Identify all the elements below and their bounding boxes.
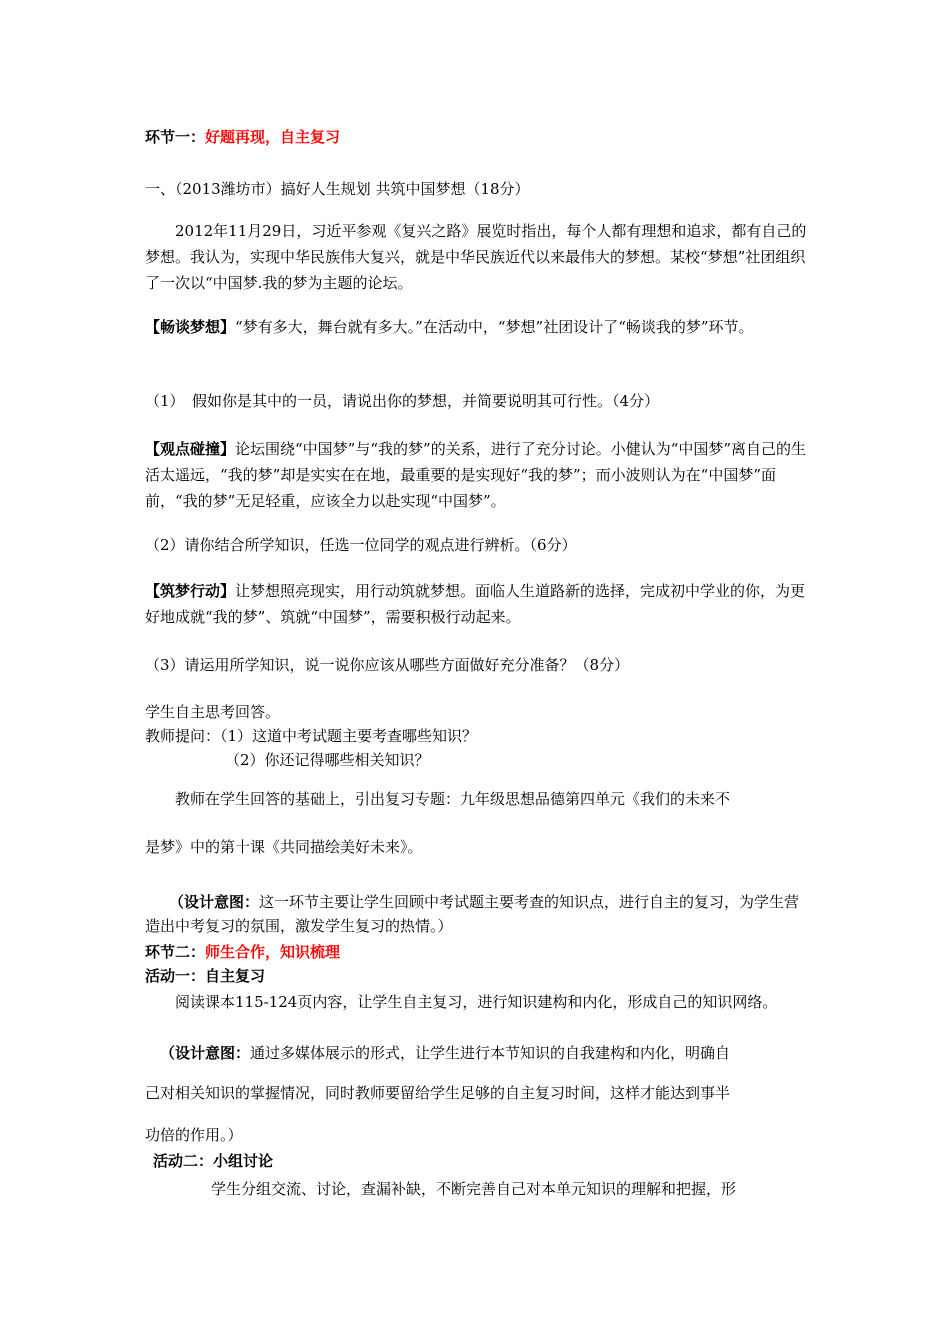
design1-open: （ <box>169 893 185 911</box>
section1-heading <box>145 124 810 150</box>
design2-tag: 设计意图： <box>175 1044 251 1062</box>
view-paragraph <box>145 436 810 514</box>
action-paragraph <box>145 578 810 630</box>
action-text: 让梦想照亮现实，用行动筑就梦想。面临人生道路新的选择，完成初中学业的你，为更好地成就“我的梦”、筑就“中国梦”，需要积极行动起来。 <box>145 582 806 626</box>
design1-text: 这一环节主要让学生回顾中考试题主要考查的知识点，进行自主的复习，为学生营造出中考复习的氛围，激发学生复习的热情。） <box>145 893 800 935</box>
intro-paragraph: 2012年11月29日，习近平参观《复兴之路》展览时指出，每个人都有理想和追求，都有自己的梦想。我认为，实现中华民族伟大复兴，就是中华民族近代以来最伟大的梦想。某校“梦想”社团组织了一次以“中国梦.我的梦为主题的论坛。 <box>145 222 807 292</box>
design1-tag: 设计意图： <box>184 893 260 911</box>
question-title: 一、（2013潍坊市）搞好人生规划 共筑中国梦想（18分） <box>145 180 530 198</box>
section2-title: 师生合作，知识梳理 <box>205 943 341 961</box>
action-tag: 【筑梦行动】 <box>145 582 236 600</box>
question-2: （2）请你结合所学知识，任选一位同学的观点进行辨析。（6分） <box>145 536 577 554</box>
activity1-heading: 活动一：自主复习 <box>145 967 266 985</box>
section1-title: 好题再现，自主复习 <box>205 128 341 146</box>
view-tag: 【观点碰撞】 <box>145 440 236 458</box>
teacher-intro-line2: 是梦》中的第十课《共同描绘美好未来》。 <box>145 838 423 856</box>
section1-label: 环节一： <box>145 128 206 146</box>
view-text: 论坛围绕“中国梦”与“我的梦”的关系，进行了充分讨论。小健认为“中国梦”离自己的生活太遥远，“我的梦”却是实实在在地，最重要的是实现好“我的梦”；而小波则认为在“中国梦”面前，“我的梦”无足轻重，应该全力以赴实现“中国梦”。 <box>145 440 807 510</box>
design2-open: （ <box>160 1044 176 1062</box>
activity2-heading: 活动二：小组讨论 <box>153 1152 274 1170</box>
talk-paragraph <box>145 314 810 340</box>
section2-label: 环节二： <box>145 943 206 961</box>
design-intent-2-line1 <box>145 1040 810 1066</box>
design-intent-2-line3: 功倍的作用。） <box>145 1126 243 1144</box>
section2-heading <box>145 940 810 964</box>
teacher-intro-line1: 教师在学生回答的基础上，引出复习专题：九年级思想品德第四单元《我们的未来不 <box>175 790 731 808</box>
teacher-question-1: 教师提问：（1）这道中考试题主要考查哪些知识？ <box>145 727 478 745</box>
talk-tag: 【畅谈梦想】 <box>145 318 236 336</box>
design2-line1: 通过多媒体展示的形式，让学生进行本节知识的自我建构和内化，明确自 <box>250 1044 731 1062</box>
teacher-question-2: （2）你还记得哪些相关知识？ <box>225 751 430 769</box>
design-intent-2-line2: 己对相关知识的掌握情况，同时教师要留给学生足够的自主复习时间，这样才能达到事半 <box>145 1084 731 1102</box>
question-3: （3）请运用所学知识，说一说你应该从哪些方面做好充分准备？（8分） <box>145 656 630 674</box>
design-intent-1 <box>145 890 810 938</box>
activity1-text: 阅读课本115-124页内容，让学生自主复习，进行知识建构和内化，形成自己的知识网络。 <box>175 993 778 1011</box>
activity2-text: 学生分组交流、讨论，查漏补缺，不断完善自己对本单元知识的理解和把握，形 <box>211 1180 737 1198</box>
question-1: （1） 假如你是其中的一员，请说出你的梦想，并简要说明其可行性。（4分） <box>145 392 660 410</box>
student-answer: 学生自主思考回答。 <box>145 703 281 721</box>
talk-text: “梦有多大，舞台就有多大。”在活动中，“梦想”社团设计了“畅谈我的梦”环节。 <box>235 318 754 336</box>
